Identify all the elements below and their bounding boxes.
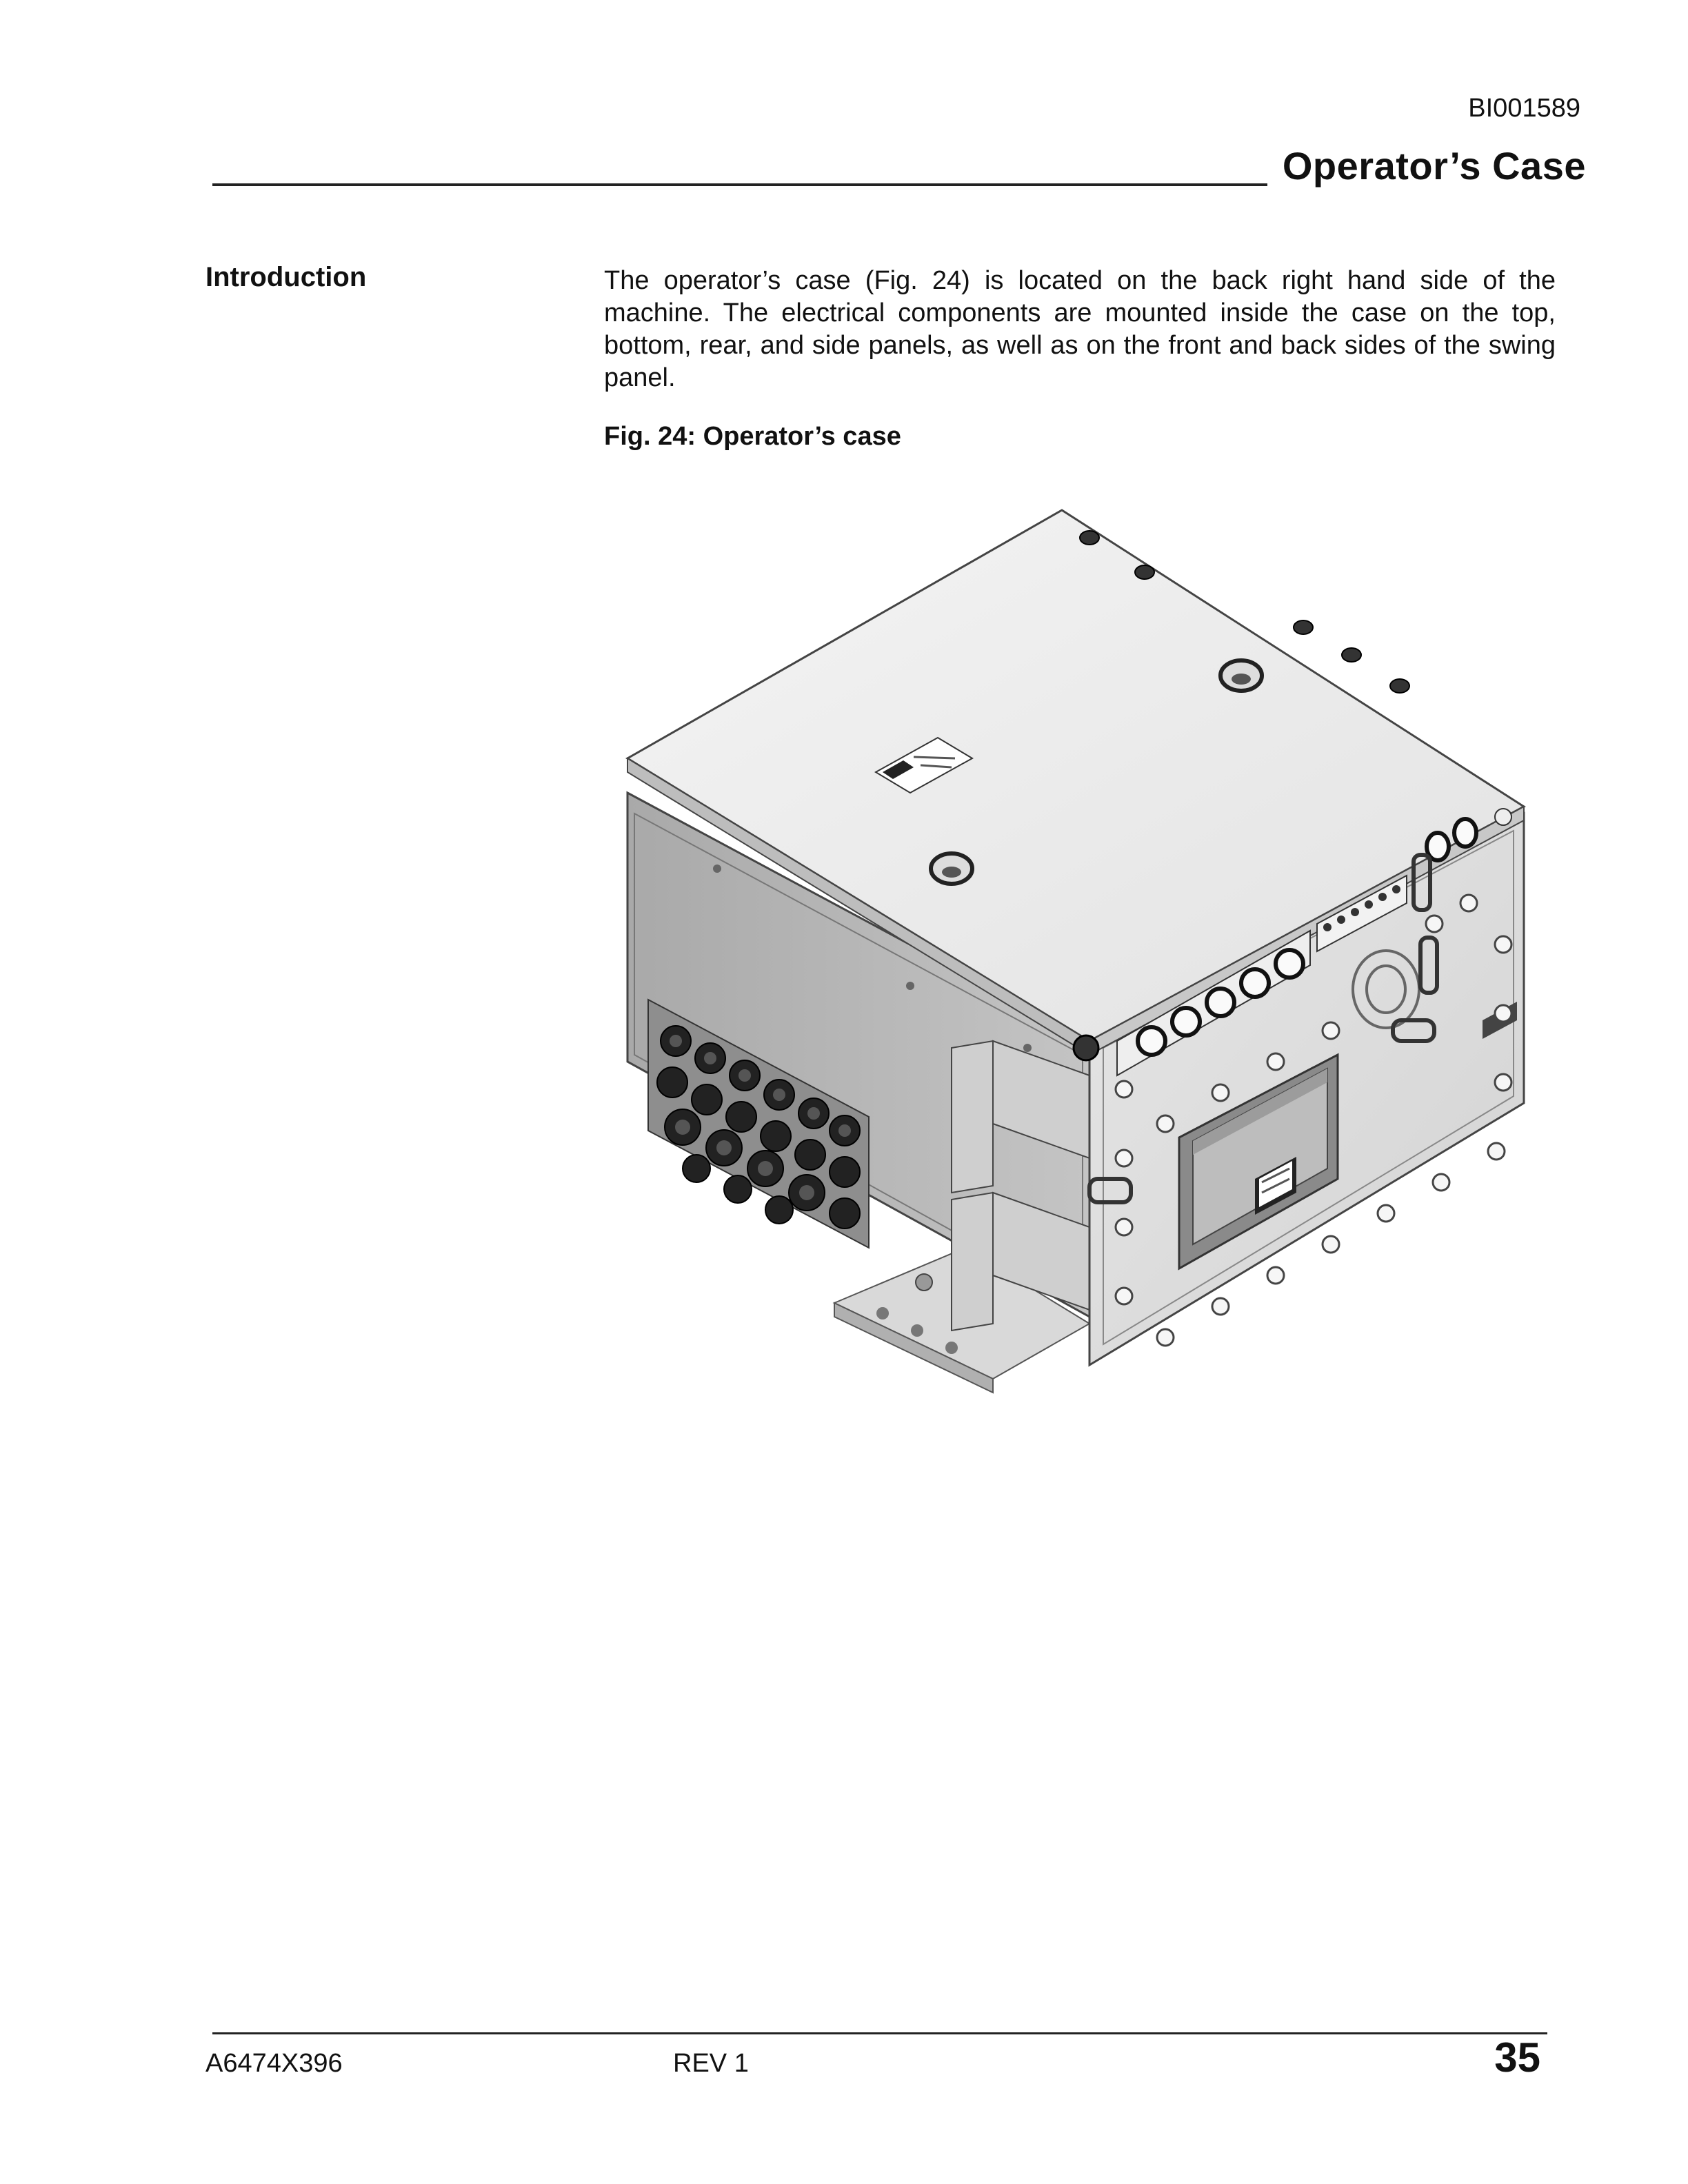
- page-number: 35: [1494, 2034, 1540, 2081]
- footer-revision: REV 1: [673, 2049, 749, 2078]
- operators-case-illustration: [607, 496, 1545, 1441]
- title-rule: [212, 183, 1267, 186]
- footer-document-number: A6474X396: [205, 2049, 343, 2078]
- body-paragraph: The operator’s case (Fig. 24) is located on the back right hand side of the machine. The electrical components are mounted inside the case on the top, bottom, rear, and side panels, as well as on the front and back sides of the swing panel.: [604, 266, 1556, 392]
- figure-caption: Fig. 24: Operator’s case: [604, 422, 901, 451]
- section-heading: Introduction: [205, 262, 367, 292]
- page-title: Operator’s Case: [1282, 144, 1586, 188]
- document-id: BI001589: [1468, 94, 1580, 123]
- footer-rule: [212, 2032, 1547, 2034]
